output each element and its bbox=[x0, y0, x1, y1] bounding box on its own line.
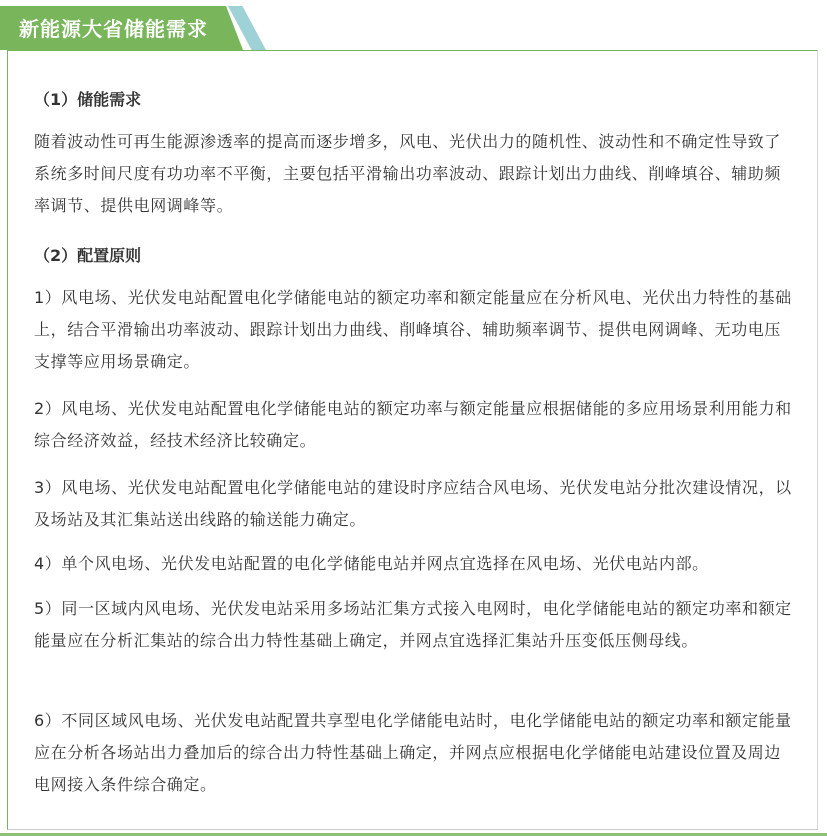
principle-item-1: 1）风电场、光伏发电站配置电化学储能电站的额定功率和额定能量应在分析风电、光伏出力特性的基础上，结合平滑输出功率波动、跟踪计划出力曲线、削峰填谷、辅助频率调节、提供电网调峰、无功电压支撑等应用场景确定。 bbox=[34, 288, 792, 371]
section-header bbox=[0, 0, 827, 52]
paragraph-demand: 随着波动性可再生能源渗透率的提高而逐步增多，风电、光伏出力的随机性、波动性和不确定性导致了系统多时间尺度有功功率不平衡，主要包括平滑输出功率波动、跟踪计划出力曲线、削峰填谷、辅助频率调节、提供电网调峰等。 bbox=[34, 132, 782, 215]
principle-item-4: 4）单个风电场、光伏发电站配置的电化学储能电站并网点宜选择在风电场、光伏电站内部。 bbox=[34, 554, 709, 573]
principle-item-5: 5）同一区域内风电场、光伏发电站采用多场站汇集方式接入电网时，电化学储能电站的额定功率和额定能量应在分析汇集站的综合出力特性基础上确定，并网点宜选择汇集站升压变低压侧母线。 bbox=[34, 599, 792, 650]
section-heading-demand: （1）储能需求 bbox=[34, 90, 142, 109]
section-heading-principles: （2）配置原则 bbox=[34, 246, 142, 265]
principle-item-3: 3）风电场、光伏发电站配置电化学储能电站的建设时序应结合风电场、光伏发电站分批次建设情况，以及场站及其汇集站送出线路的输送能力确定。 bbox=[34, 478, 792, 529]
principle-item-6: 6）不同区域风电场、光伏发电站配置共享型电化学储能电站时，电化学储能电站的额定功率和额定能量应在分析各场站出力叠加后的综合出力特性基础上确定，并网点应根据电化学储能电站建设位置及周边电网接入条件综合确定。 bbox=[34, 711, 792, 794]
principle-item-2: 2）风电场、光伏发电站配置电化学储能电站的额定功率与额定能量应根据储能的多应用场景利用能力和综合经济效益，经技术经济比较确定。 bbox=[34, 399, 792, 450]
page-title: 新能源大省储能需求 bbox=[19, 17, 208, 41]
